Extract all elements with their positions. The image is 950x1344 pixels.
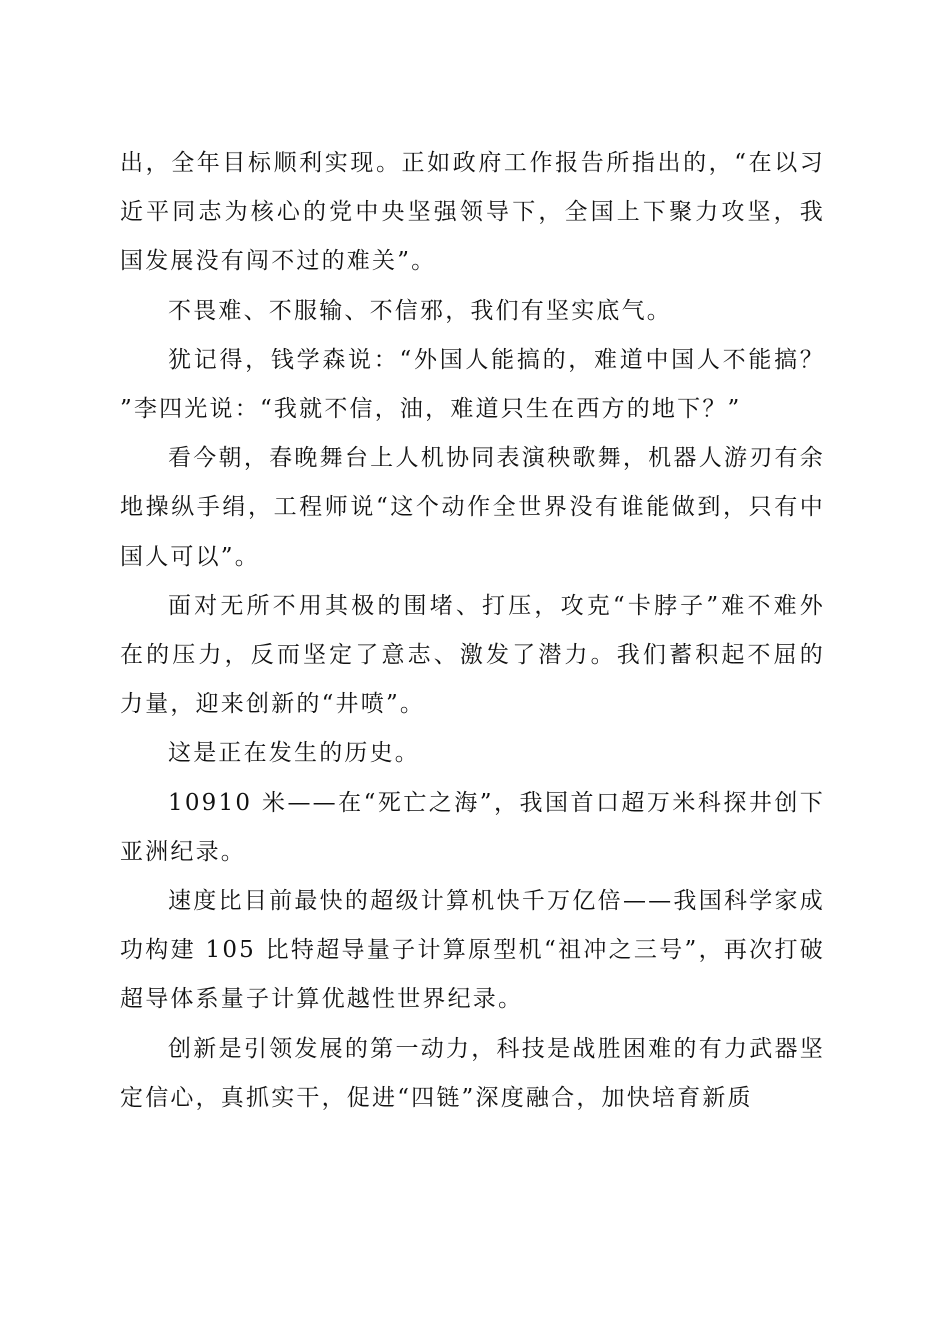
paragraph-9: 创新是引领发展的第一动力，科技是战胜困难的有力武器坚定信心，真抓实干，促进“四链”深度融合，加快培育新质 — [120, 1035, 825, 1111]
paragraph-6: 这是正在发生的历史。 — [168, 740, 420, 767]
paragraph-4: 看今朝，春晚舞台上人机协同表演秧歌舞，机器人游刃有余地操纵手绢，工程师说“这个动作全世界没有谁能做到，只有中国人可以”。 — [120, 445, 825, 570]
body-text — [120, 139, 825, 1123]
paragraph-7: 10910 米——在“死亡之海”，我国首口超万米科探井创下亚洲纪录。 — [120, 789, 825, 865]
paragraph-3: 犹记得，钱学森说：“外国人能搞的，难道中国人不能搞？”李四光说：“我就不信，油，难道只生在西方的地下？” — [120, 346, 825, 423]
paragraph-5: 面对无所不用其极的围堵、打压，攻克“卡脖子”难不难外在的压力，反而坚定了意志、激发了潜力。我们蓄积起不屈的力量，迎来创新的“井喷”。 — [120, 592, 825, 718]
paragraph-8: 速度比目前最快的超级计算机快千万亿倍——我国科学家成功构建 105 比特超导量子计算原型机“祖冲之三号”，再次打破超导体系量子计算优越性世界纪录。 — [120, 888, 825, 1013]
paragraph-1: 出，全年目标顺利实现。正如政府工作报告所指出的，“在以习近平同志为核心的党中央坚强领导下，全国上下聚力攻坚，我国发展没有闯不过的难关”。 — [120, 150, 825, 275]
paragraph-2: 不畏难、不服输、不信邪，我们有坚实底气。 — [168, 297, 672, 324]
